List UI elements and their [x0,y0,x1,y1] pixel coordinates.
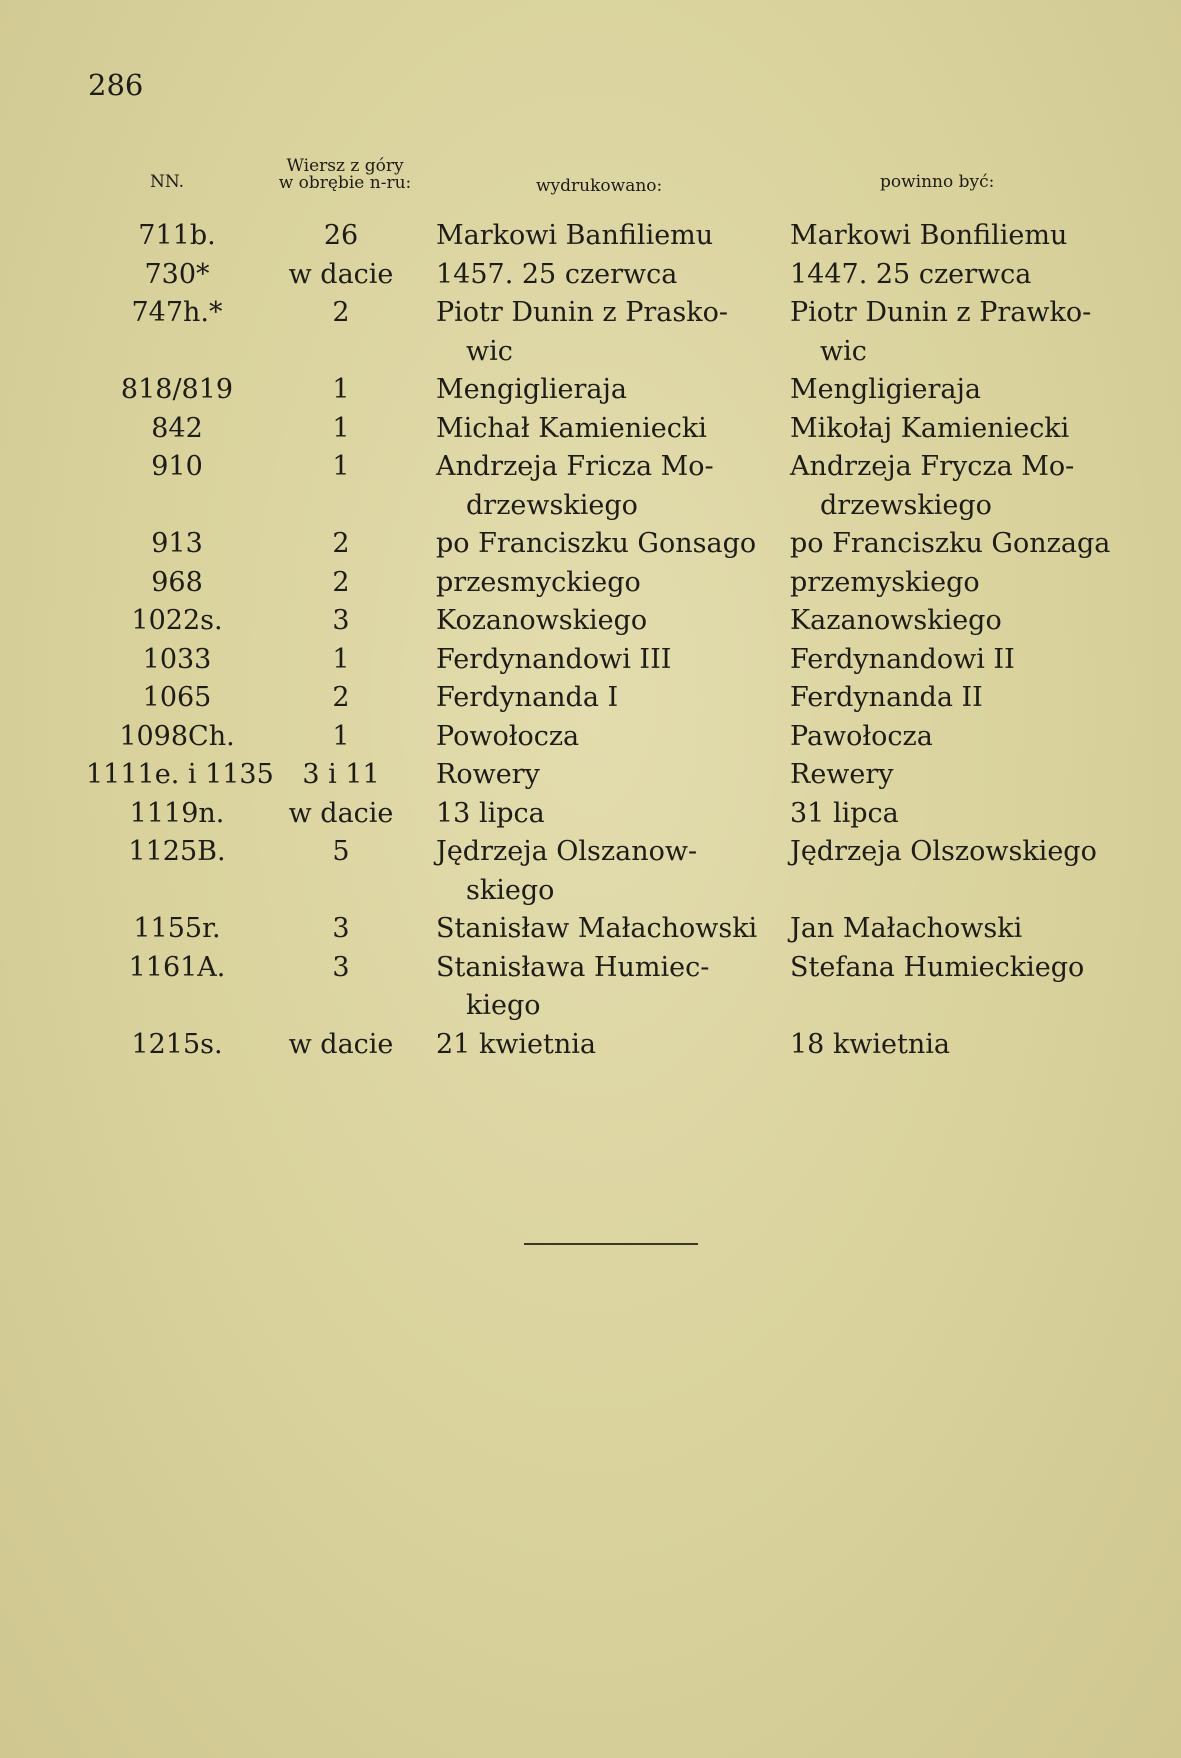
printed-text [436,641,671,680]
printed-line: kiego [466,990,541,1021]
corrected-text [790,718,933,757]
header-line-number [250,158,440,192]
printed-text [436,756,540,795]
table-row [0,602,1181,641]
entry-number: 1022s. [131,605,223,636]
corrected-line: Ferdynanda II [790,682,983,713]
printed-text [436,217,713,256]
line-reference: 26 [323,220,359,251]
printed-line: po Franciszku Gonsago [436,528,757,559]
printed-line: Kozanowskiego [436,605,648,636]
corrected-text [790,256,1031,295]
corrected-line: 18 kwietnia [790,1028,950,1060]
line-reference: 1 [332,374,350,405]
corrected-text [790,756,894,795]
entry-number: 910 [151,451,203,482]
table-row [0,718,1181,757]
printed-text [436,256,677,295]
printed-text [436,294,728,371]
table-row [0,795,1181,834]
corrected-line: Piotr Dunin z Prawko- [790,297,1092,328]
corrected-line: wic [820,335,867,367]
line-reference: 3 [332,951,350,983]
entry-number: 818/819 [120,374,234,405]
printed-line: Michał Kamieniecki [436,412,707,444]
line-reference: 2 [332,297,350,328]
corrected-line: Mengligieraja [790,374,981,405]
entry-number: 1215s. [131,1028,223,1060]
line-reference: w dacie [288,797,394,829]
corrected-text [790,949,1084,988]
entry-number: 711b. [138,220,216,251]
corrected-text [790,1026,950,1065]
table-row [0,1026,1181,1065]
corrected-line: Rewery [790,759,894,790]
line-reference: 3 [332,913,350,944]
corrected-text [790,564,980,603]
table-row [0,679,1181,718]
table-row [0,641,1181,680]
table-row [0,294,1181,371]
printed-line: Jędrzeja Olszanow- [436,836,698,867]
printed-line: przesmyckiego [436,566,641,598]
printed-text [436,679,618,718]
entry-number: 968 [151,566,203,598]
printed-text [436,833,697,910]
entry-number: 730* [144,258,210,290]
table-row [0,564,1181,603]
printed-text [436,448,714,525]
printed-line: Powołocza [436,720,580,752]
corrected-text [790,641,1015,680]
corrected-line: Ferdynandowi II [790,643,1015,675]
entry-number: 1033 [142,643,212,675]
printed-line: Andrzeja Fricza Mo- [436,451,714,482]
corrected-line: Stefana Humieckiego [790,951,1085,983]
printed-line: 13 lipca [436,797,545,829]
table-row [0,833,1181,910]
printed-line: Rowery [436,759,540,790]
printed-text [436,371,627,410]
corrected-text [790,410,1069,449]
table-row [0,448,1181,525]
table-row [0,410,1181,449]
errata-table [0,217,1181,1064]
line-reference: w dacie [288,1028,394,1060]
line-reference: w dacie [288,258,394,290]
corrected-text [790,294,1091,371]
line-reference: 3 i 11 [302,759,380,790]
entry-number: 1119n. [129,797,225,829]
corrected-line: Jan Małachowski [790,913,1023,944]
table-row [0,217,1181,256]
table-row [0,371,1181,410]
printed-line: Mengiglieraja [436,374,627,405]
printed-line: Piotr Dunin z Prasko- [436,297,729,328]
line-reference: 2 [332,682,350,713]
corrected-line: drzewskiego [820,489,992,521]
corrected-text [790,217,1067,256]
printed-text [436,949,709,1026]
printed-line: 21 kwietnia [436,1028,596,1060]
line-reference: 3 [332,605,350,636]
table-header [0,158,1181,208]
table-row [0,756,1181,795]
printed-line: 1457. 25 czerwca [436,258,678,290]
corrected-line: Markowi Bonfiliemu [790,220,1068,251]
corrected-text [790,910,1022,949]
corrected-text [790,602,1002,641]
corrected-text [790,448,1074,525]
table-row [0,525,1181,564]
corrected-line: przemyskiego [790,566,980,598]
printed-text [436,525,756,564]
line-reference: 2 [332,528,350,559]
entry-number: 842 [151,412,203,444]
printed-line: Ferdynanda I [436,682,619,713]
printed-text [436,795,545,834]
printed-text [436,602,647,641]
table-row [0,256,1181,295]
corrected-line: Jędrzeja Olszowskiego [790,836,1097,867]
corrected-line: Kazanowskiego [790,605,1002,636]
header-printed: wydrukowano: [536,176,663,196]
corrected-line: 31 lipca [790,797,899,829]
entry-number: 913 [151,528,203,559]
printed-line: Markowi Banfiliemu [436,220,714,251]
corrected-text [790,525,1110,564]
corrected-line: po Franciszku Gonzaga [790,528,1111,559]
table-row [0,949,1181,1026]
printed-line: skiego [466,874,555,906]
printed-line: Stanisław Małachowski [436,913,758,944]
entry-number: 1125B. [128,836,226,867]
line-reference: 1 [332,720,350,752]
corrected-line: Pawołocza [790,720,933,752]
corrected-text [790,833,1097,872]
header-line-bottom: w obrębie n-ru: [278,173,412,193]
line-reference: 1 [332,643,350,675]
corrected-line: Andrzeja Frycza Mo- [790,451,1075,482]
header-nn: NN. [150,172,185,192]
entry-number: 1111e. i 1135 [86,759,274,790]
entry-number: 1065 [142,682,212,713]
line-reference: 2 [332,566,350,598]
printed-text [436,718,579,757]
printed-line: Stanisława Humiec- [436,951,710,983]
printed-text [436,410,707,449]
line-reference: 1 [332,451,350,482]
line-reference: 5 [332,836,350,867]
entry-number: 747h.* [131,297,223,328]
entry-number: 1155r. [133,913,221,944]
printed-line: drzewskiego [466,489,638,521]
printed-text [436,564,641,603]
header-should-be: powinno być: [880,172,995,192]
printed-text [436,1026,596,1065]
corrected-text [790,679,983,718]
printed-line: wic [466,335,513,367]
corrected-text [790,795,899,834]
line-reference: 1 [332,412,350,444]
entry-number: 1161A. [128,951,226,983]
printed-text [436,910,757,949]
table-row [0,910,1181,949]
page-number: 286 [88,68,144,102]
closing-rule [524,1243,698,1245]
printed-line: Ferdynandowi III [436,643,672,675]
corrected-text [790,371,981,410]
corrected-line: 1447. 25 czerwca [790,258,1032,290]
entry-number: 1098Ch. [119,720,235,752]
corrected-line: Mikołaj Kamieniecki [790,412,1070,444]
header-line-top: Wiersz z góry [286,156,404,176]
